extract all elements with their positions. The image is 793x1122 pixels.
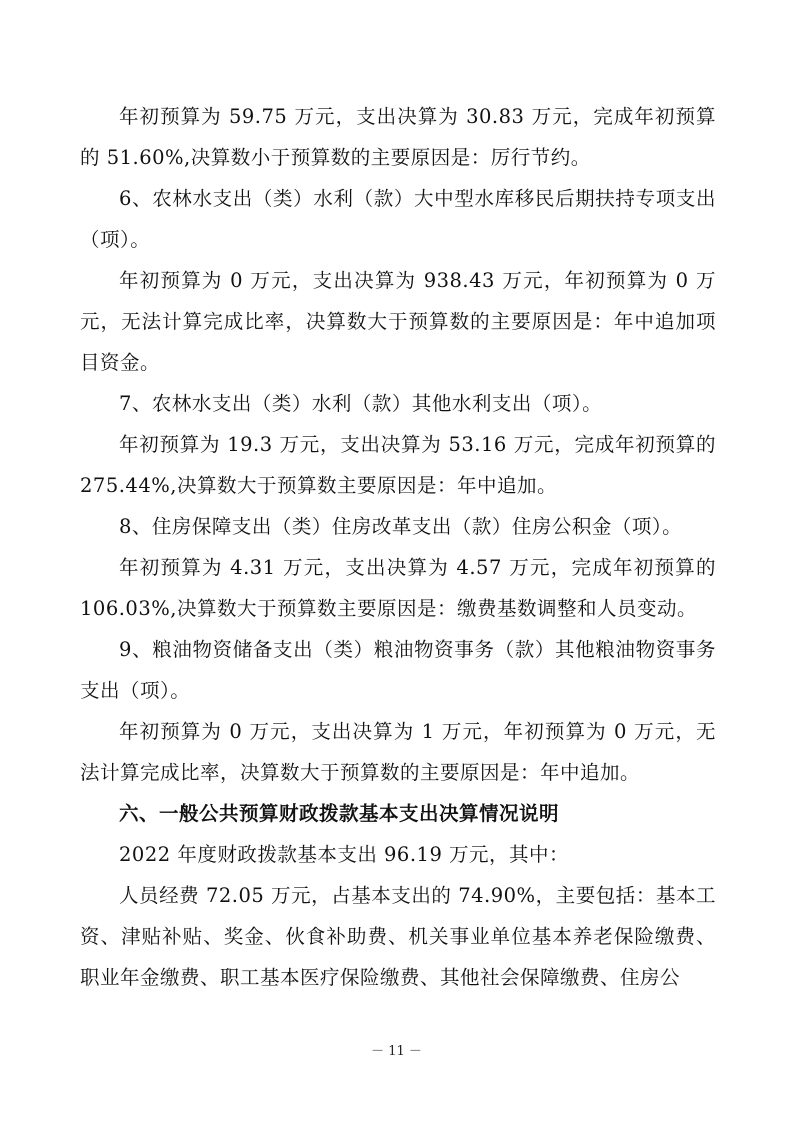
page-number: － 11 － (371, 1044, 422, 1059)
paragraph-item-6: 6、农林水支出（类）水利（款）大中型水库移民后期扶持专项支出（项）。 (80, 187, 716, 251)
paragraph-item-7: 7、农林水支出（类）水利（款）其他水利支出（项）。 (119, 392, 603, 415)
paragraph-budget-7: 年初预算为 19.3 万元，支出决算为 53.16 万元，完成年初预算的 275.44%,决算数大于预算数主要原因是：年中追加。 (80, 433, 716, 497)
paragraph-basic-expenditure: 2022 年度财政拨款基本支出 96.19 万元，其中： (119, 843, 570, 866)
paragraph-item-8: 8、住房保障支出（类）住房改革支出（款）住房公积金（项）。 (119, 515, 683, 538)
document-body (80, 96, 716, 998)
paragraph-budget-9: 年初预算为 0 万元，支出决算为 1 万元，年初预算为 0 万元，无法计算完成比率，决算数大于预算数的主要原因是：年中追加。 (80, 720, 716, 784)
paragraph-personnel-expenses: 人员经费 72.05 万元，占基本支出的 74.90%，主要包括：基本工资、津贴补贴、奖金、伙食补助费、机关事业单位基本养老保险缴费、职业年金缴费、职工基本医疗保险缴费、其他社会保障缴费、住房公 (80, 884, 716, 989)
paragraph-item-9: 9、粮油物资储备支出（类）粮油物资事务（款）其他粮油物资事务支出（项）。 (80, 638, 716, 702)
paragraph-budget-8: 年初预算为 4.31 万元，支出决算为 4.57 万元，完成年初预算的 106.03%,决算数大于预算数主要原因是：缴费基数调整和人员变动。 (80, 556, 716, 620)
paragraph-budget-6: 年初预算为 0 万元，支出决算为 938.43 万元，年初预算为 0 万元，无法计算完成比率，决算数大于预算数的主要原因是：年中追加项目资金。 (80, 269, 716, 374)
section-heading-6: 六、一般公共预算财政拨款基本支出决算情况说明 (119, 802, 560, 825)
paragraph-budget-1: 年初预算为 59.75 万元，支出决算为 30.83 万元，完成年初预算的 51.60%,决算数小于预算数的主要原因是：厉行节约。 (80, 105, 716, 169)
